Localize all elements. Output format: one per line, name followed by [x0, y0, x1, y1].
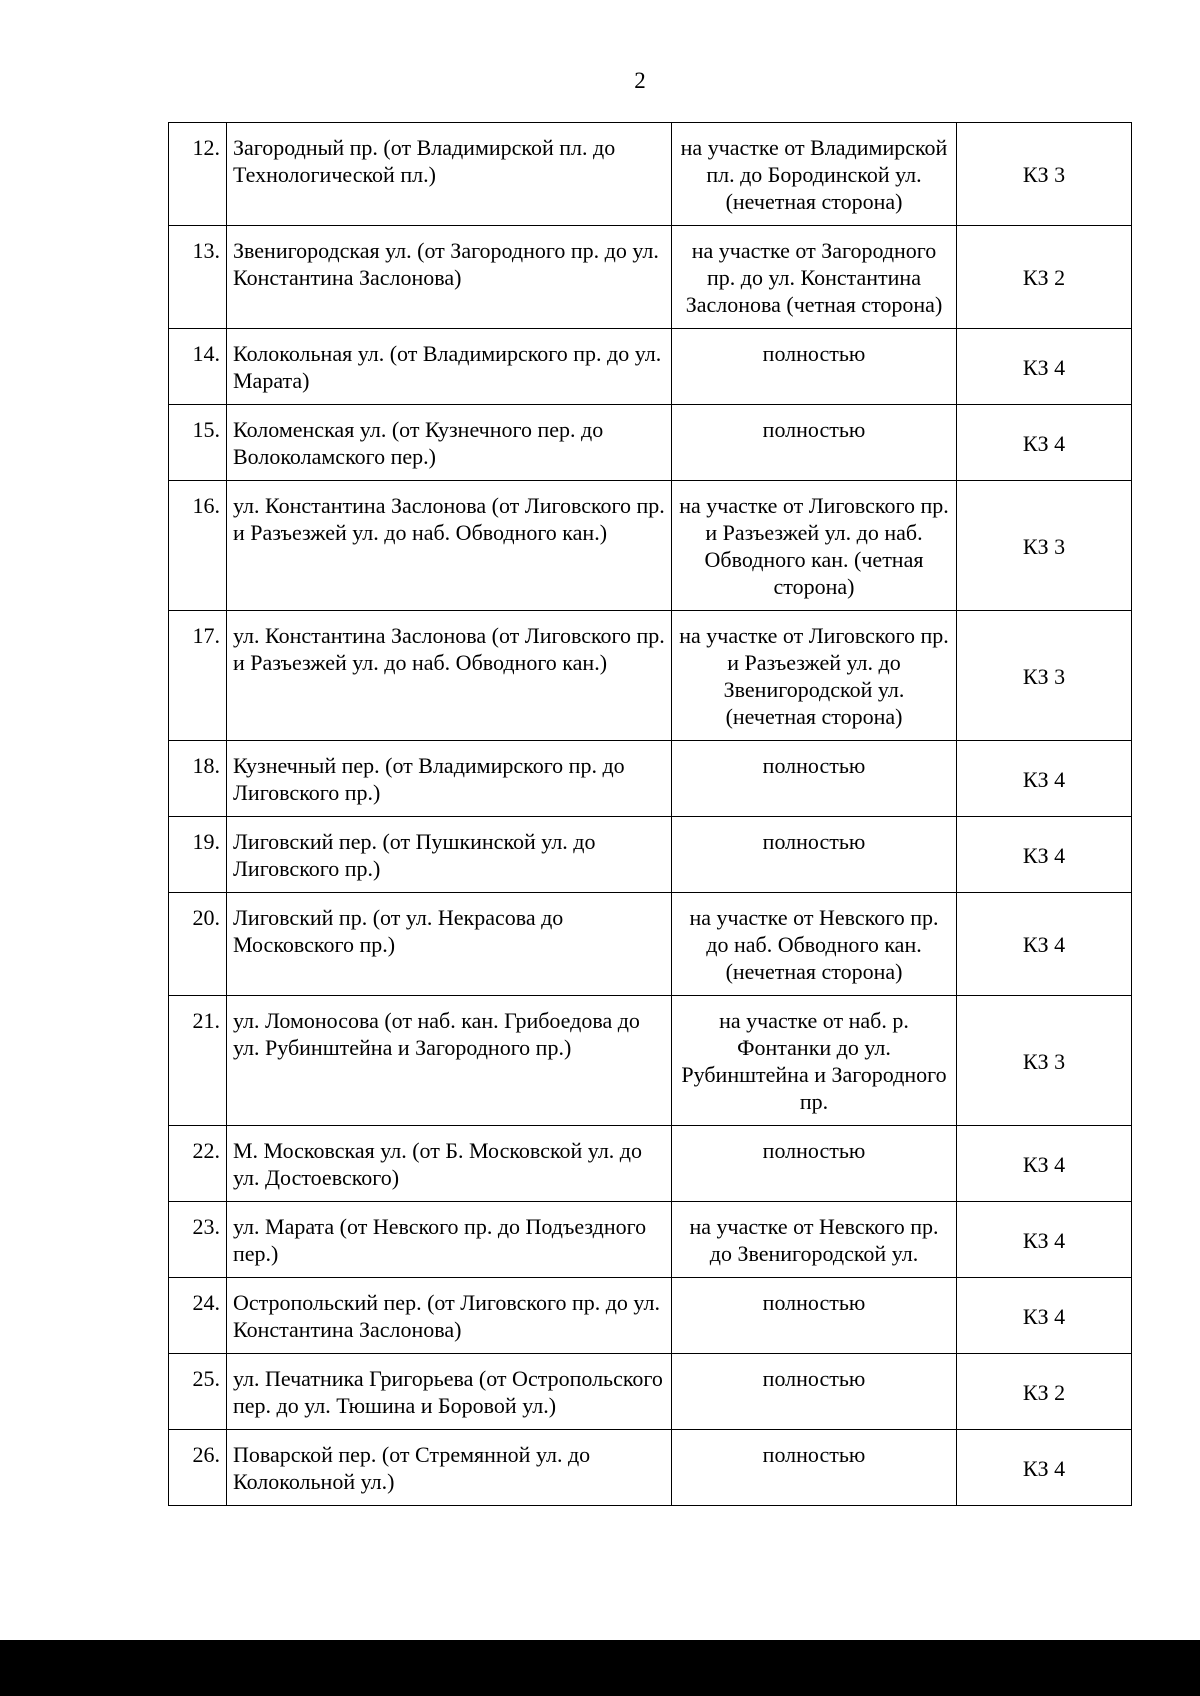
row-number: 26.	[169, 1430, 227, 1506]
row-number: 24.	[169, 1278, 227, 1354]
category-code: КЗ 4	[957, 1202, 1132, 1278]
category-code: КЗ 3	[957, 123, 1132, 226]
street-section: на участке от Невского пр. до Звенигородской ул.	[672, 1202, 957, 1278]
row-number: 19.	[169, 817, 227, 893]
street-section: на участке от Владимирской пл. до Бородинской ул. (нечетная сторона)	[672, 123, 957, 226]
street-name: Загородный пр. (от Владимирской пл. до Технологической пл.)	[227, 123, 672, 226]
row-number: 14.	[169, 329, 227, 405]
row-number: 13.	[169, 226, 227, 329]
street-name: ул. Константина Заслонова (от Лиговского пр. и Разъезжей ул. до наб. Обводного кан.)	[227, 611, 672, 741]
category-code: КЗ 3	[957, 481, 1132, 611]
category-code: КЗ 4	[957, 741, 1132, 817]
table-row	[169, 741, 1132, 817]
row-number: 21.	[169, 996, 227, 1126]
table-row	[169, 405, 1132, 481]
table-row	[169, 1202, 1132, 1278]
row-number: 18.	[169, 741, 227, 817]
street-name: Лиговский пер. (от Пушкинской ул. до Лиговского пр.)	[227, 817, 672, 893]
street-name: Лиговский пр. (от ул. Некрасова до Московского пр.)	[227, 893, 672, 996]
row-number: 16.	[169, 481, 227, 611]
row-number: 12.	[169, 123, 227, 226]
category-code: КЗ 4	[957, 405, 1132, 481]
streets-table	[168, 122, 1132, 1506]
street-section: полностью	[672, 329, 957, 405]
row-number: 20.	[169, 893, 227, 996]
street-section: на участке от Невского пр. до наб. Обводного кан. (нечетная сторона)	[672, 893, 957, 996]
street-name: Колокольная ул. (от Владимирского пр. до ул. Марата)	[227, 329, 672, 405]
table-row	[169, 1126, 1132, 1202]
table-row	[169, 996, 1132, 1126]
category-code: КЗ 4	[957, 1278, 1132, 1354]
row-number: 15.	[169, 405, 227, 481]
table-row	[169, 481, 1132, 611]
street-section: на участке от Лиговского пр. и Разъезжей ул. до Звенигородской ул. (нечетная сторона)	[672, 611, 957, 741]
street-section: полностью	[672, 741, 957, 817]
category-code: КЗ 4	[957, 1126, 1132, 1202]
category-code: КЗ 2	[957, 1354, 1132, 1430]
street-section: полностью	[672, 1354, 957, 1430]
street-name: Кузнечный пер. (от Владимирского пр. до Лиговского пр.)	[227, 741, 672, 817]
table-row	[169, 817, 1132, 893]
table-row	[169, 329, 1132, 405]
street-name: Коломенская ул. (от Кузнечного пер. до Волоколамского пер.)	[227, 405, 672, 481]
category-code: КЗ 4	[957, 1430, 1132, 1506]
table-row	[169, 1278, 1132, 1354]
category-code: КЗ 3	[957, 996, 1132, 1126]
street-section: на участке от Загородного пр. до ул. Константина Заслонова (четная сторона)	[672, 226, 957, 329]
category-code: КЗ 4	[957, 817, 1132, 893]
table-row	[169, 893, 1132, 996]
table-row	[169, 226, 1132, 329]
category-code: КЗ 3	[957, 611, 1132, 741]
street-name: ул. Ломоносова (от наб. кан. Грибоедова до ул. Рубинштейна и Загородного пр.)	[227, 996, 672, 1126]
category-code: КЗ 2	[957, 226, 1132, 329]
category-code: КЗ 4	[957, 893, 1132, 996]
street-name: Звенигородская ул. (от Загородного пр. до ул. Константина Заслонова)	[227, 226, 672, 329]
street-name: ул. Константина Заслонова (от Лиговского пр. и Разъезжей ул. до наб. Обводного кан.)	[227, 481, 672, 611]
street-section: полностью	[672, 1278, 957, 1354]
street-section: полностью	[672, 817, 957, 893]
page-number: 2	[634, 68, 646, 93]
table-row	[169, 1430, 1132, 1506]
street-section: полностью	[672, 1430, 957, 1506]
scan-border	[0, 1640, 1200, 1696]
row-number: 17.	[169, 611, 227, 741]
table-body	[169, 123, 1132, 1506]
row-number: 25.	[169, 1354, 227, 1430]
street-name: Остропольский пер. (от Лиговского пр. до ул. Константина Заслонова)	[227, 1278, 672, 1354]
street-name: Поварской пер. (от Стремянной ул. до Колокольной ул.)	[227, 1430, 672, 1506]
street-section: полностью	[672, 1126, 957, 1202]
street-name: М. Московская ул. (от Б. Московской ул. до ул. Достоевского)	[227, 1126, 672, 1202]
category-code: КЗ 4	[957, 329, 1132, 405]
row-number: 22.	[169, 1126, 227, 1202]
street-section: полностью	[672, 405, 957, 481]
row-number: 23.	[169, 1202, 227, 1278]
table-row	[169, 611, 1132, 741]
table-row	[169, 123, 1132, 226]
street-section: на участке от Лиговского пр. и Разъезжей ул. до наб. Обводного кан. (четная сторона)	[672, 481, 957, 611]
street-name: ул. Печатника Григорьева (от Остропольского пер. до ул. Тюшина и Боровой ул.)	[227, 1354, 672, 1430]
table-row	[169, 1354, 1132, 1430]
street-section: на участке от наб. р. Фонтанки до ул. Рубинштейна и Загородного пр.	[672, 996, 957, 1126]
street-name: ул. Марата (от Невского пр. до Подъездного пер.)	[227, 1202, 672, 1278]
